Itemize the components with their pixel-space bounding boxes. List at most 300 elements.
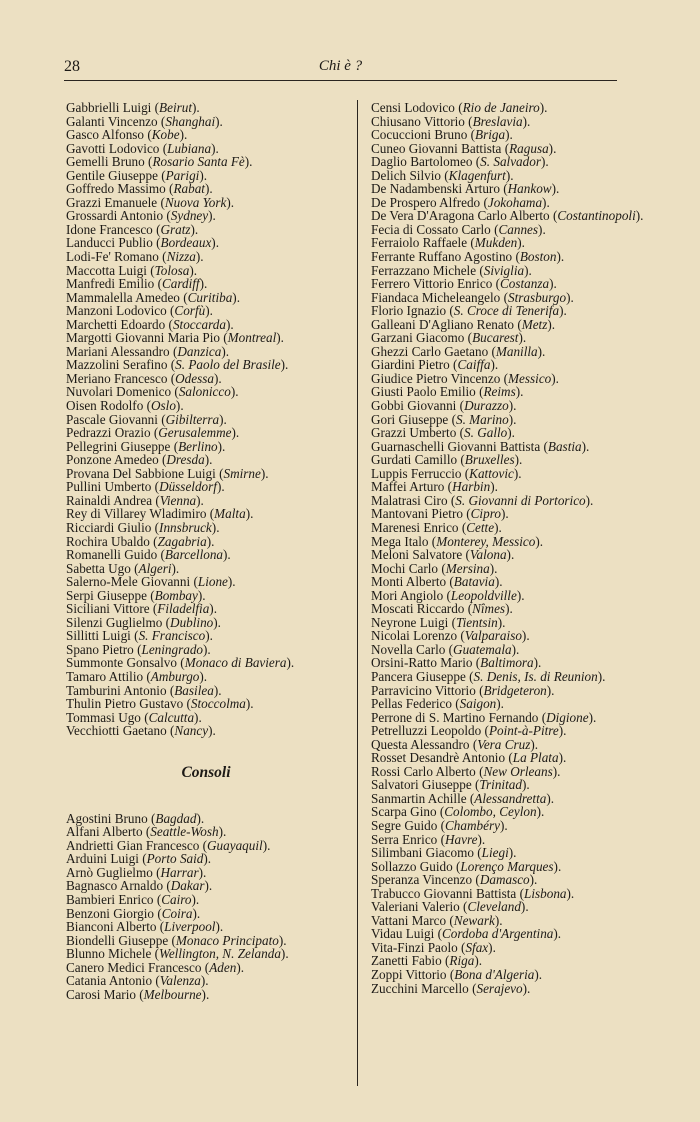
entry-place: Valparaiso bbox=[464, 628, 522, 644]
directory-entry: Galanti Vincenzo (Shanghai). bbox=[66, 113, 223, 129]
entry-name: Delich Silvio bbox=[371, 167, 445, 183]
entry-place: Strasburgo bbox=[507, 289, 567, 305]
entry-name: Mochi Carlo bbox=[371, 560, 442, 576]
directory-entry: Mazzolini Serafino (S. Paolo del Brasile). bbox=[66, 357, 289, 373]
entry-place: Harrar bbox=[160, 864, 199, 880]
entry-place: Digione bbox=[546, 709, 589, 725]
directory-entry: Ghezzi Carlo Gaetano (Manilla). bbox=[371, 343, 546, 359]
entry-name: De Prospero Alfredo bbox=[371, 194, 484, 210]
entry-place: Siviglia bbox=[483, 262, 525, 278]
directory-entry: Carosi Mario (Melbourne). bbox=[66, 986, 210, 1002]
entry-place: Beirut bbox=[159, 100, 193, 115]
entry-place: Danzica bbox=[177, 343, 222, 359]
directory-entry: Cocuccioni Bruno (Briga). bbox=[371, 127, 513, 143]
entry-name: Bagnasco Arnaldo bbox=[66, 878, 167, 894]
directory-entry: Andrietti Gian Francesco (Guayaquil). bbox=[66, 837, 271, 853]
entry-place: Bagdad bbox=[155, 810, 197, 826]
entry-name: Guarnaschelli Giovanni Battista bbox=[371, 438, 544, 454]
entry-place: Cette bbox=[466, 519, 495, 535]
directory-entry: Sollazzo Guido (Lorenço Marques). bbox=[371, 858, 562, 874]
directory-entry: Nicolai Lorenzo (Valparaiso). bbox=[371, 628, 530, 644]
entry-place: Oslo bbox=[151, 398, 176, 414]
directory-entry: Serra Enrico (Havre). bbox=[371, 831, 486, 847]
directory-entry: Summonte Gonsalvo (Monaco di Baviera). bbox=[66, 655, 295, 671]
entry-name: Oisen Rodolfo bbox=[66, 398, 147, 414]
entry-place: Bruxelles bbox=[464, 452, 515, 468]
entry-place: Cardiff bbox=[161, 276, 200, 292]
entry-place: Mukden bbox=[474, 235, 518, 251]
entry-place: Wellington, N. Zelanda bbox=[159, 946, 281, 962]
entry-name: Canero Medici Francesco bbox=[66, 959, 205, 975]
directory-entry: Marenesi Enrico (Cette). bbox=[371, 519, 502, 535]
directory-entry: Pullini Umberto (Düsseldorf). bbox=[66, 479, 225, 495]
entry-place: Monaco Principato bbox=[175, 932, 279, 948]
entry-name: Trabucco Giovanni Battista bbox=[371, 885, 520, 901]
directory-entry: Spano Pietro (Leningrado). bbox=[66, 641, 211, 657]
running-title: Chi è ? bbox=[318, 58, 363, 74]
directory-entry: Giudice Pietro Vincenzo (Messico). bbox=[371, 370, 559, 386]
entry-name: Luppis Ferruccio bbox=[371, 465, 465, 481]
entry-name: Novella Carlo bbox=[371, 641, 449, 657]
entry-place: Messico bbox=[508, 370, 552, 386]
directory-entry: Chiusano Vittorio (Breslavia). bbox=[371, 113, 531, 129]
entry-place: Monterey, Messico bbox=[436, 533, 536, 549]
entry-name: Benzoni Giorgio bbox=[66, 905, 158, 921]
entry-place: Rabat bbox=[173, 181, 205, 197]
entry-name: Giudice Pietro Vincenzo bbox=[371, 370, 504, 386]
entry-name: Fecia di Cossato Carlo bbox=[371, 221, 495, 237]
directory-entry: Cuneo Giovanni Battista (Ragusa). bbox=[371, 140, 557, 156]
directory-entry: Sillitti Luigi (S. Francisco). bbox=[66, 628, 213, 644]
entry-name: Arnò Guglielmo bbox=[66, 864, 157, 880]
directory-entry: Silenzi Guglielmo (Dublino). bbox=[66, 614, 221, 630]
directory-entry: Arnò Guglielmo (Harrar). bbox=[66, 864, 207, 880]
entry-name: Pellegrini Giuseppe bbox=[66, 438, 174, 454]
entry-name: Malatrasi Ciro bbox=[371, 492, 451, 508]
directory-entry: Petrelluzzi Leopoldo (Point-à-Pitre). bbox=[371, 723, 567, 739]
entry-name: Mori Angiolo bbox=[371, 587, 447, 603]
page-number: 28 bbox=[64, 58, 80, 75]
directory-entry: Mammalella Amedeo (Curitiba). bbox=[66, 289, 240, 305]
entry-name: Gemelli Bruno bbox=[66, 154, 149, 170]
directory-entry: Bagnasco Arnaldo (Dakar). bbox=[66, 878, 213, 894]
entry-name: Manzoni Lodovico bbox=[66, 303, 171, 319]
directory-entry: Vecchiotti Gaetano (Nancy). bbox=[66, 723, 216, 739]
entry-name: Catania Antonio bbox=[66, 973, 156, 989]
directory-entry: Rossi Carlo Alberto (New Orleans). bbox=[371, 763, 561, 779]
entry-place: Nuova York bbox=[164, 194, 227, 210]
entry-place: S. Salvador bbox=[480, 154, 541, 170]
entry-name: Vita-Finzi Paolo bbox=[371, 939, 462, 955]
entry-place: Odessa bbox=[175, 370, 214, 386]
entry-name: Segre Guido bbox=[371, 817, 441, 833]
directory-entry: Trabucco Giovanni Battista (Lisbona). bbox=[371, 885, 575, 901]
entry-place: Saigon bbox=[459, 696, 497, 712]
entry-place: Rio de Janeiro bbox=[462, 100, 540, 115]
entry-place: Baltimora bbox=[480, 655, 534, 671]
directory-entry: Perrone di S. Martino Fernando (Digione). bbox=[371, 709, 597, 725]
directory-entry: Valeriani Valerio (Cleveland). bbox=[371, 899, 529, 915]
entry-name: Daglio Bartolomeo bbox=[371, 154, 476, 170]
entry-place: Zagabria bbox=[157, 533, 207, 549]
entry-place: Bordeaux bbox=[160, 235, 212, 251]
directory-entry: Mega Italo (Monterey, Messico). bbox=[371, 533, 544, 549]
entry-place: Dublino bbox=[170, 614, 214, 630]
entry-name: Moscati Riccardo bbox=[371, 601, 468, 617]
directory-entry: Zanetti Fabio (Riga). bbox=[371, 953, 483, 969]
directory-entry: Florio Ignazio (S. Croce di Tenerifa). bbox=[371, 303, 567, 319]
entry-place: Smirne bbox=[223, 465, 261, 481]
entry-place: Chambéry bbox=[445, 817, 500, 833]
entry-name: Mega Italo bbox=[371, 533, 432, 549]
directory-entry: Maffei Arturo (Harbin). bbox=[371, 479, 498, 495]
entry-name: De Nadambenski Arturo bbox=[371, 181, 504, 197]
directory-entry: Serpi Giuseppe (Bombay). bbox=[66, 587, 206, 603]
directory-entry: Landucci Publio (Bordeaux). bbox=[66, 235, 219, 251]
entry-name: Speranza Vincenzo bbox=[371, 872, 476, 888]
entry-place: Kattovic bbox=[469, 465, 514, 481]
entry-name: Serpi Giuseppe bbox=[66, 587, 151, 603]
directory-entry: Gori Giuseppe (S. Marino). bbox=[371, 411, 517, 427]
entry-name: Blunno Michele bbox=[66, 946, 155, 962]
directory-entry: Vattani Marco (Newark). bbox=[371, 912, 503, 928]
entry-name: Gentile Giuseppe bbox=[66, 167, 162, 183]
entry-name: Chiusano Vittorio bbox=[371, 113, 469, 129]
entry-name: Lodi-Fe' Romano bbox=[66, 249, 163, 265]
directory-entry: Bambieri Enrico (Cairo). bbox=[66, 891, 200, 907]
entry-name: Pedrazzi Orazio bbox=[66, 425, 154, 441]
entry-place: Sydney bbox=[170, 208, 209, 224]
entry-place: Nîmes bbox=[472, 601, 506, 617]
directory-entry: Galleani D'Agliano Renato (Metz). bbox=[371, 316, 556, 332]
directory-entry: Censi Lodovico (Rio de Janeiro). bbox=[371, 100, 548, 115]
entry-name: Nicolai Lorenzo bbox=[371, 628, 461, 644]
directory-entry: Zoppi Vittorio (Bona d'Algeria). bbox=[371, 967, 543, 982]
entry-name: Florio Ignazio bbox=[371, 303, 450, 319]
directory-entry: Marchetti Edoardo (Stoccarda). bbox=[66, 316, 234, 332]
entry-place: Lisbona bbox=[524, 885, 567, 901]
entry-place: Cairo bbox=[161, 891, 192, 907]
page-header bbox=[64, 56, 617, 82]
directory-entry: De Nadambenski Arturo (Hankow). bbox=[371, 181, 560, 197]
entry-place: Briga bbox=[475, 127, 506, 143]
entry-place: Innsbruck bbox=[159, 519, 212, 535]
entry-name: Petrelluzzi Leopoldo bbox=[371, 723, 485, 739]
entry-name: Summonte Gonsalvo bbox=[66, 655, 181, 671]
column-divider bbox=[357, 100, 358, 1086]
directory-entry: Rosset Desandrè Antonio (La Plata). bbox=[371, 750, 567, 766]
entry-place: Melbourne bbox=[143, 986, 202, 1002]
entry-place: Barcellona bbox=[164, 547, 224, 563]
entry-place: S. Croce di Tenerifa bbox=[453, 303, 560, 319]
entry-name: Sabetta Ugo bbox=[66, 560, 135, 576]
directory-entry: Pancera Giuseppe (S. Denis, Is. di Reunion). bbox=[371, 668, 606, 684]
entry-name: Sollazzo Guido bbox=[371, 858, 456, 874]
directory-entry: Moscati Riccardo (Nîmes). bbox=[371, 601, 513, 617]
entry-name: Carosi Mario bbox=[66, 986, 140, 1002]
entry-place: Bridgeteron bbox=[483, 682, 547, 698]
entry-name: Cocuccioni Bruno bbox=[371, 127, 471, 143]
entry-name: Vattani Marco bbox=[371, 912, 450, 928]
entry-place: S. Marino bbox=[455, 411, 509, 427]
entry-place: Boston bbox=[519, 249, 557, 265]
entry-place: S. Giovanni di Portorico bbox=[455, 492, 586, 508]
entry-place: Riga bbox=[449, 953, 475, 969]
entry-place: Serajevo bbox=[476, 980, 523, 996]
entry-name: Zanetti Fabio bbox=[371, 953, 445, 969]
directory-entry: Ferrante Ruffano Agostino (Boston). bbox=[371, 249, 565, 265]
entry-place: Vienna bbox=[159, 492, 197, 508]
entry-place: Leopoldville bbox=[450, 587, 517, 603]
entry-name: Sillitti Luigi bbox=[66, 628, 135, 644]
entry-name: Meloni Salvatore bbox=[371, 547, 466, 563]
entry-place: Calcutta bbox=[148, 709, 195, 725]
entry-place: Nizza bbox=[166, 249, 196, 265]
entry-name: Tamburini Antonio bbox=[66, 682, 170, 698]
directory-entry: Siciliani Vittore (Filadelfia). bbox=[66, 601, 217, 617]
entry-name: Ferrazzano Michele bbox=[371, 262, 480, 278]
entry-name: Pullini Umberto bbox=[66, 479, 155, 495]
entry-place: Porto Said bbox=[146, 851, 204, 867]
entry-name: Salerno-Mele Giovanni bbox=[66, 574, 194, 590]
directory-entry: Manfredi Emilio (Cardiff). bbox=[66, 276, 208, 292]
directory-entry: Mantovani Pietro (Cipro). bbox=[371, 506, 509, 522]
entry-place: Bombay bbox=[154, 587, 198, 603]
entry-place: Bucarest bbox=[472, 330, 519, 346]
entry-place: Salonicco bbox=[178, 384, 231, 400]
entry-place: Lione bbox=[197, 574, 228, 590]
entry-place: Sfax bbox=[465, 939, 489, 955]
entry-name: Ferrero Vittorio Enrico bbox=[371, 276, 496, 292]
entry-place: Leningrado bbox=[141, 641, 204, 657]
directory-entry: Nuvolari Domenico (Salonicco). bbox=[66, 384, 239, 400]
directory-entry: Garzani Giacomo (Bucarest). bbox=[371, 330, 527, 346]
entry-place: Batavia bbox=[453, 574, 495, 590]
entry-name: Ferraiolo Raffaele bbox=[371, 235, 471, 251]
entry-place: Cordoba d'Argentina bbox=[442, 926, 554, 942]
directory-entry: Grazzi Emanuele (Nuova York). bbox=[66, 194, 235, 210]
entry-name: Scarpa Gino bbox=[371, 804, 440, 820]
directory-entry: Agostini Bruno (Bagdad). bbox=[66, 810, 205, 826]
directory-entry: Mochi Carlo (Mersina). bbox=[371, 560, 498, 576]
entry-name: Ricciardi Giulio bbox=[66, 519, 155, 535]
entry-name: Gobbi Giovanni bbox=[371, 398, 460, 414]
directory-entry: Malatrasi Ciro (S. Giovanni di Portorico). bbox=[371, 492, 594, 508]
directory-entry: Gemelli Bruno (Rosario Santa Fè). bbox=[66, 154, 253, 170]
directory-entry: Daglio Bartolomeo (S. Salvador). bbox=[371, 154, 549, 170]
directory-entry: Margotti Giovanni Maria Pio (Montreal). bbox=[66, 330, 284, 346]
entry-place: Costanza bbox=[500, 276, 550, 292]
entry-name: Thulin Pietro Gustavo bbox=[66, 696, 187, 712]
entry-place: Monaco di Baviera bbox=[184, 655, 287, 671]
directory-entry: Oisen Rodolfo (Oslo). bbox=[66, 398, 184, 414]
directory-entry: Giardini Pietro (Caiffa). bbox=[371, 357, 499, 373]
entry-place: Stoccolma bbox=[190, 696, 246, 712]
directory-entry: Monti Alberto (Batavia). bbox=[371, 574, 503, 590]
entry-place: Filadelfia bbox=[157, 601, 210, 617]
entry-name: Idone Francesco bbox=[66, 221, 157, 237]
entry-name: Romanelli Guido bbox=[66, 547, 161, 563]
directory-entry: Benzoni Giorgio (Coira). bbox=[66, 905, 201, 921]
directory-entry: Lodi-Fe' Romano (Nizza). bbox=[66, 249, 204, 265]
entry-name: Questa Alessandro bbox=[371, 736, 473, 752]
directory-entry: Speranza Vincenzo (Damasco). bbox=[371, 872, 538, 888]
directory-entry: Rey di Villarey Wladimiro (Malta). bbox=[66, 506, 254, 522]
directory-entry: Fiandaca Micheleangelo (Strasburgo). bbox=[371, 289, 574, 305]
entry-name: Salvatori Giuseppe bbox=[371, 777, 476, 793]
entry-name: Ponzone Amedeo bbox=[66, 452, 162, 468]
directory-entry: Thulin Pietro Gustavo (Stoccolma). bbox=[66, 696, 254, 712]
directory-entry: Provana Del Sabbione Luigi (Smirne). bbox=[66, 465, 269, 481]
entry-name: Grossardi Antonio bbox=[66, 208, 167, 224]
directory-entry: De Prospero Alfredo (Jokohama). bbox=[371, 194, 550, 210]
entry-place: Kobe bbox=[151, 127, 180, 143]
entry-name: Cuneo Giovanni Battista bbox=[371, 140, 505, 156]
directory-entry: Gavotti Lodovico (Lubiana). bbox=[66, 140, 219, 156]
entry-name: Biondelli Giuseppe bbox=[66, 932, 172, 948]
entry-place: Manilla bbox=[495, 343, 538, 359]
entry-place: Ragusa bbox=[509, 140, 549, 156]
entry-place: Aden bbox=[209, 959, 237, 975]
directory-entry: Questa Alessandro (Vera Cruz). bbox=[371, 736, 539, 752]
entry-place: Basilea bbox=[174, 682, 214, 698]
entry-name: Giusti Paolo Emilio bbox=[371, 384, 480, 400]
entry-place: Lubiana bbox=[167, 140, 212, 156]
directory-entry: Meriano Francesco (Odessa). bbox=[66, 370, 222, 386]
entry-name: Monti Alberto bbox=[371, 574, 450, 590]
directory-entry: Segre Guido (Chambéry). bbox=[371, 817, 508, 833]
entry-place: Dresda bbox=[166, 452, 205, 468]
entry-name: Maccotta Luigi bbox=[66, 262, 151, 278]
directory-entry: Mori Angiolo (Leopoldville). bbox=[371, 587, 525, 603]
entry-name: Rey di Villarey Wladimiro bbox=[66, 506, 210, 522]
directory-entry: Grossardi Antonio (Sydney). bbox=[66, 208, 216, 224]
entry-name: Nuvolari Domenico bbox=[66, 384, 175, 400]
entry-place: Rosario Santa Fè bbox=[152, 154, 245, 170]
directory-entry: Pellegrini Giuseppe (Berlino). bbox=[66, 438, 226, 454]
directory-entry: Mariani Alessandro (Danzica). bbox=[66, 343, 230, 359]
directory-entry: Rainaldi Andrea (Vienna). bbox=[66, 492, 204, 508]
entry-name: Zucchini Marcello bbox=[371, 980, 473, 996]
directory-entry: Rochira Ubaldo (Zagabria). bbox=[66, 533, 215, 549]
entry-place: Metz bbox=[521, 316, 548, 332]
entry-place: Gratz bbox=[160, 221, 191, 237]
entry-place: Alessandretta bbox=[474, 790, 547, 806]
directory-entry: Tommasi Ugo (Calcutta). bbox=[66, 709, 202, 725]
directory-entry: Blunno Michele (Wellington, N. Zelanda). bbox=[66, 946, 289, 962]
directory-entry: Arduini Luigi (Porto Said). bbox=[66, 851, 212, 867]
header-rule bbox=[64, 80, 617, 81]
entry-place: Damasco bbox=[479, 872, 530, 888]
entry-name: Spano Pietro bbox=[66, 641, 138, 657]
directory-entry: Pedrazzi Orazio (Gerusalemme). bbox=[66, 425, 240, 441]
entry-place: S. Francisco bbox=[138, 628, 206, 644]
directory-entry: Ferrero Vittorio Enrico (Costanza). bbox=[371, 276, 557, 292]
directory-entry: Neyrone Luigi (Tientsin). bbox=[371, 614, 506, 630]
entry-place: Stoccarda bbox=[172, 316, 226, 332]
entry-name: Siciliani Vittore bbox=[66, 601, 153, 617]
entry-name: Tamaro Attilio bbox=[66, 668, 147, 684]
entry-name: Grazzi Emanuele bbox=[66, 194, 161, 210]
entry-name: Fiandaca Micheleangelo bbox=[371, 289, 504, 305]
entry-name: Gabbrielli Luigi bbox=[66, 100, 155, 115]
directory-entry: Delich Silvio (Klagenfurt). bbox=[371, 167, 514, 183]
directory-entry: Giusti Paolo Emilio (Reims). bbox=[371, 384, 524, 400]
entry-name: Agostini Bruno bbox=[66, 810, 151, 826]
directory-entry: Romanelli Guido (Barcellona). bbox=[66, 547, 231, 563]
entry-name: Pellas Federico bbox=[371, 696, 456, 712]
directory-entry: Gabbrielli Luigi (Beirut). bbox=[66, 100, 200, 115]
entry-name: Margotti Giovanni Maria Pio bbox=[66, 330, 224, 346]
directory-entry: Alfani Alberto (Seattle-Wosh). bbox=[66, 824, 227, 840]
entry-name: Parravicino Vittorio bbox=[371, 682, 480, 698]
entry-place: Harbin bbox=[452, 479, 491, 495]
entry-name: Maffei Arturo bbox=[371, 479, 448, 495]
section-title-consoli: Consoli bbox=[181, 763, 231, 781]
entry-name: Tommasi Ugo bbox=[66, 709, 145, 725]
entry-name: Galanti Vincenzo bbox=[66, 113, 161, 129]
entry-place: Lorenço Marques bbox=[460, 858, 554, 874]
entry-name: Censi Lodovico bbox=[371, 100, 459, 115]
entry-place: Mersina bbox=[445, 560, 490, 576]
directory-entry: De Vera D'Aragona Carlo Alberto (Costantinopoli). bbox=[371, 208, 644, 224]
directory-entry: Meloni Salvatore (Valona). bbox=[371, 547, 515, 563]
entry-name: Vidau Luigi bbox=[371, 926, 438, 942]
entry-place: Reims bbox=[483, 384, 516, 400]
directory-entry: Orsini-Ratto Mario (Baltimora). bbox=[371, 655, 542, 671]
entry-place: Düsseldorf bbox=[159, 479, 217, 495]
directory-entry: Bianconi Alberto (Liverpool). bbox=[66, 919, 224, 935]
entry-name: Rainaldi Andrea bbox=[66, 492, 156, 508]
entry-place: Seattle-Wosh bbox=[150, 824, 219, 840]
entry-name: Gavotti Lodovico bbox=[66, 140, 163, 156]
directory-entry: Guarnaschelli Giovanni Battista (Bastia). bbox=[371, 438, 590, 454]
directory-entry: Salvatori Giuseppe (Trinitad). bbox=[371, 777, 530, 793]
directory-entry: Gasco Alfonso (Kobe). bbox=[66, 127, 188, 143]
entry-place: S. Gallo bbox=[464, 425, 508, 441]
directory-entry: Grazzi Umberto (S. Gallo). bbox=[371, 425, 515, 441]
entry-place: Cannes bbox=[498, 221, 539, 237]
directory-entry: Pascale Giovanni (Gibilterra). bbox=[66, 411, 227, 427]
entry-name: Ferrante Ruffano Agostino bbox=[371, 249, 516, 265]
entry-place: Valona bbox=[469, 547, 507, 563]
entry-name: Pancera Giuseppe bbox=[371, 668, 470, 684]
entry-name: Goffredo Massimo bbox=[66, 181, 170, 197]
entry-place: Nancy bbox=[174, 723, 209, 739]
right-column bbox=[371, 101, 649, 995]
entry-place: Montreal bbox=[227, 330, 277, 346]
entry-place: Coira bbox=[161, 905, 193, 921]
entry-place: Corfù bbox=[174, 303, 206, 319]
entry-name: Silimbani Giacomo bbox=[371, 845, 478, 861]
entry-place: Algeri bbox=[138, 560, 172, 576]
entry-name: Galleani D'Agliano Renato bbox=[371, 316, 518, 332]
entry-name: Marchetti Edoardo bbox=[66, 316, 169, 332]
entry-place: Caiffa bbox=[457, 357, 491, 373]
entry-name: Rossi Carlo Alberto bbox=[371, 763, 480, 779]
directory-entry: Ponzone Amedeo (Dresda). bbox=[66, 452, 213, 468]
entry-place: Liverpool bbox=[164, 919, 216, 935]
directory-entry: Gentile Giuseppe (Parigi). bbox=[66, 167, 208, 183]
directory-entry: Vita-Finzi Paolo (Sfax). bbox=[371, 939, 496, 955]
entry-place: Tolosa bbox=[154, 262, 190, 278]
entry-name: Arduini Luigi bbox=[66, 851, 143, 867]
entry-place: Gibilterra bbox=[165, 411, 220, 427]
entry-name: Valeriani Valerio bbox=[371, 899, 464, 915]
directory-entry: Pellas Federico (Saigon). bbox=[371, 696, 504, 712]
directory-entry: Vidau Luigi (Cordoba d'Argentina). bbox=[371, 926, 562, 942]
directory-entry: Idone Francesco (Gratz). bbox=[66, 221, 199, 237]
